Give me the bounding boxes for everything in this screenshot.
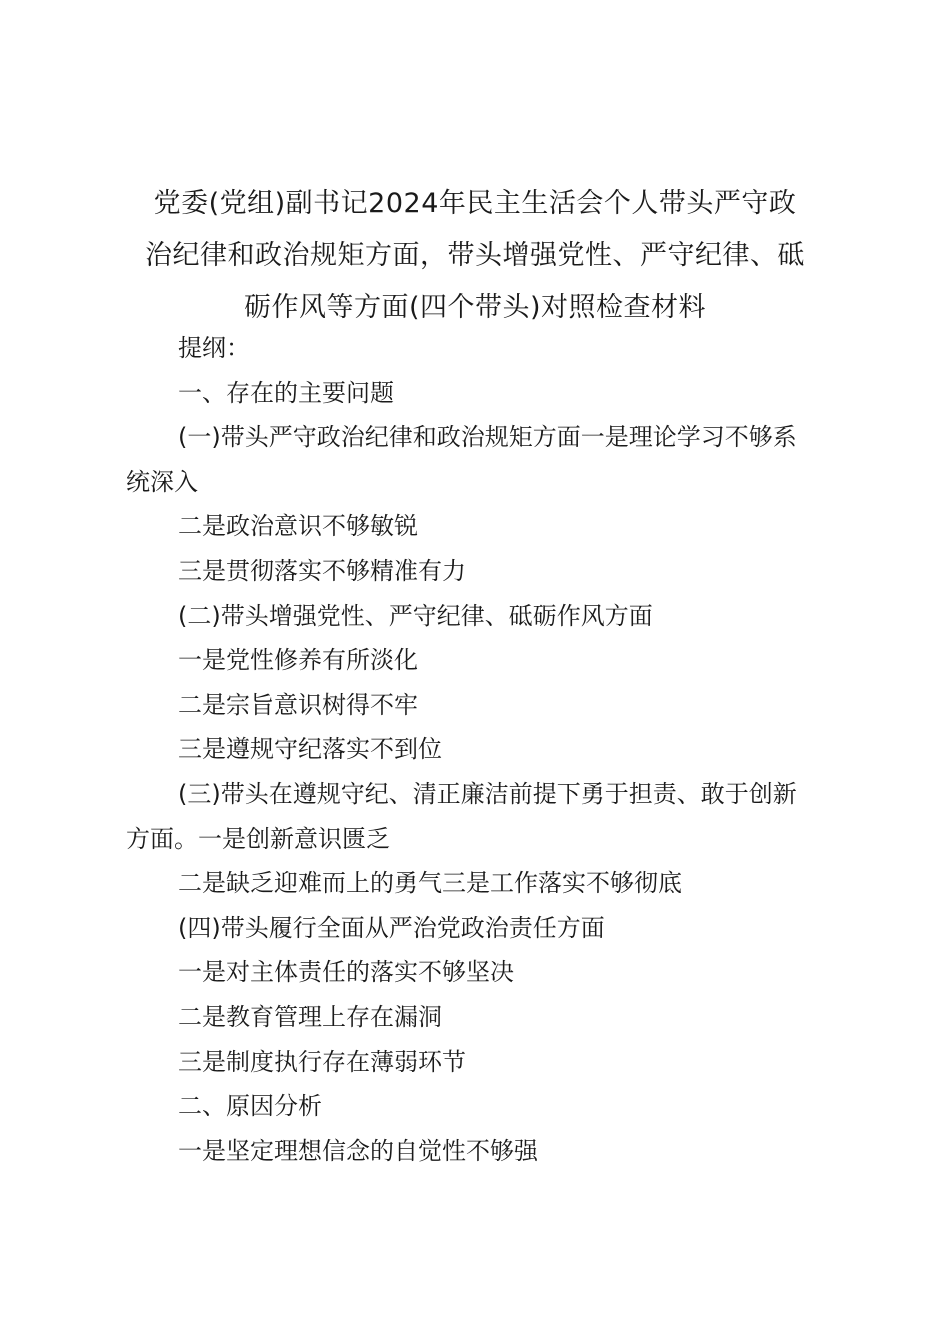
list-item: 三是遵规守纪落实不到位	[178, 735, 442, 764]
list-item: 一是坚定理想信念的自觉性不够强	[178, 1136, 538, 1165]
subsection-heading: (四)带头履行全面从严治党政治责任方面	[178, 913, 605, 942]
section-heading: 一、存在的主要问题	[178, 378, 394, 407]
list-item: 一是对主体责任的落实不够坚决	[178, 958, 514, 987]
title-line: 治纪律和政治规矩方面，带头增强党性、严守纪律、砥	[145, 240, 805, 271]
subsection-heading: (二)带头增强党性、严守纪律、砥砺作风方面	[178, 601, 653, 630]
list-item: 二是政治意识不够敏锐	[178, 512, 418, 541]
document-title	[120, 178, 830, 334]
list-item: 三是贯彻落实不够精准有力	[178, 556, 466, 585]
list-item: 一是党性修养有所淡化	[178, 646, 418, 675]
title-line: 党委(党组)副书记2024年民主生活会个人带头严守政	[153, 188, 797, 219]
title-line: 砺作风等方面(四个带头)对照检查材料	[243, 292, 707, 323]
document-body	[126, 326, 826, 1173]
list-item: 二是教育管理上存在漏洞	[178, 1002, 442, 1031]
list-item: 二是缺乏迎难而上的勇气三是工作落实不够彻底	[178, 869, 682, 898]
subsection-paragraph: (一)带头严守政治纪律和政治规矩方面一是理论学习不够系 统深入	[126, 423, 797, 496]
list-item: 二是宗旨意识树得不牢	[178, 690, 418, 719]
outline-label: 提纲：	[178, 334, 250, 362]
list-item: 三是制度执行存在薄弱环节	[178, 1047, 466, 1076]
section-heading: 二、原因分析	[178, 1092, 322, 1121]
subsection-paragraph: (三)带头在遵规守纪、清正廉洁前提下勇于担责、敢于创新 方面。一是创新意识匮乏	[126, 779, 797, 853]
